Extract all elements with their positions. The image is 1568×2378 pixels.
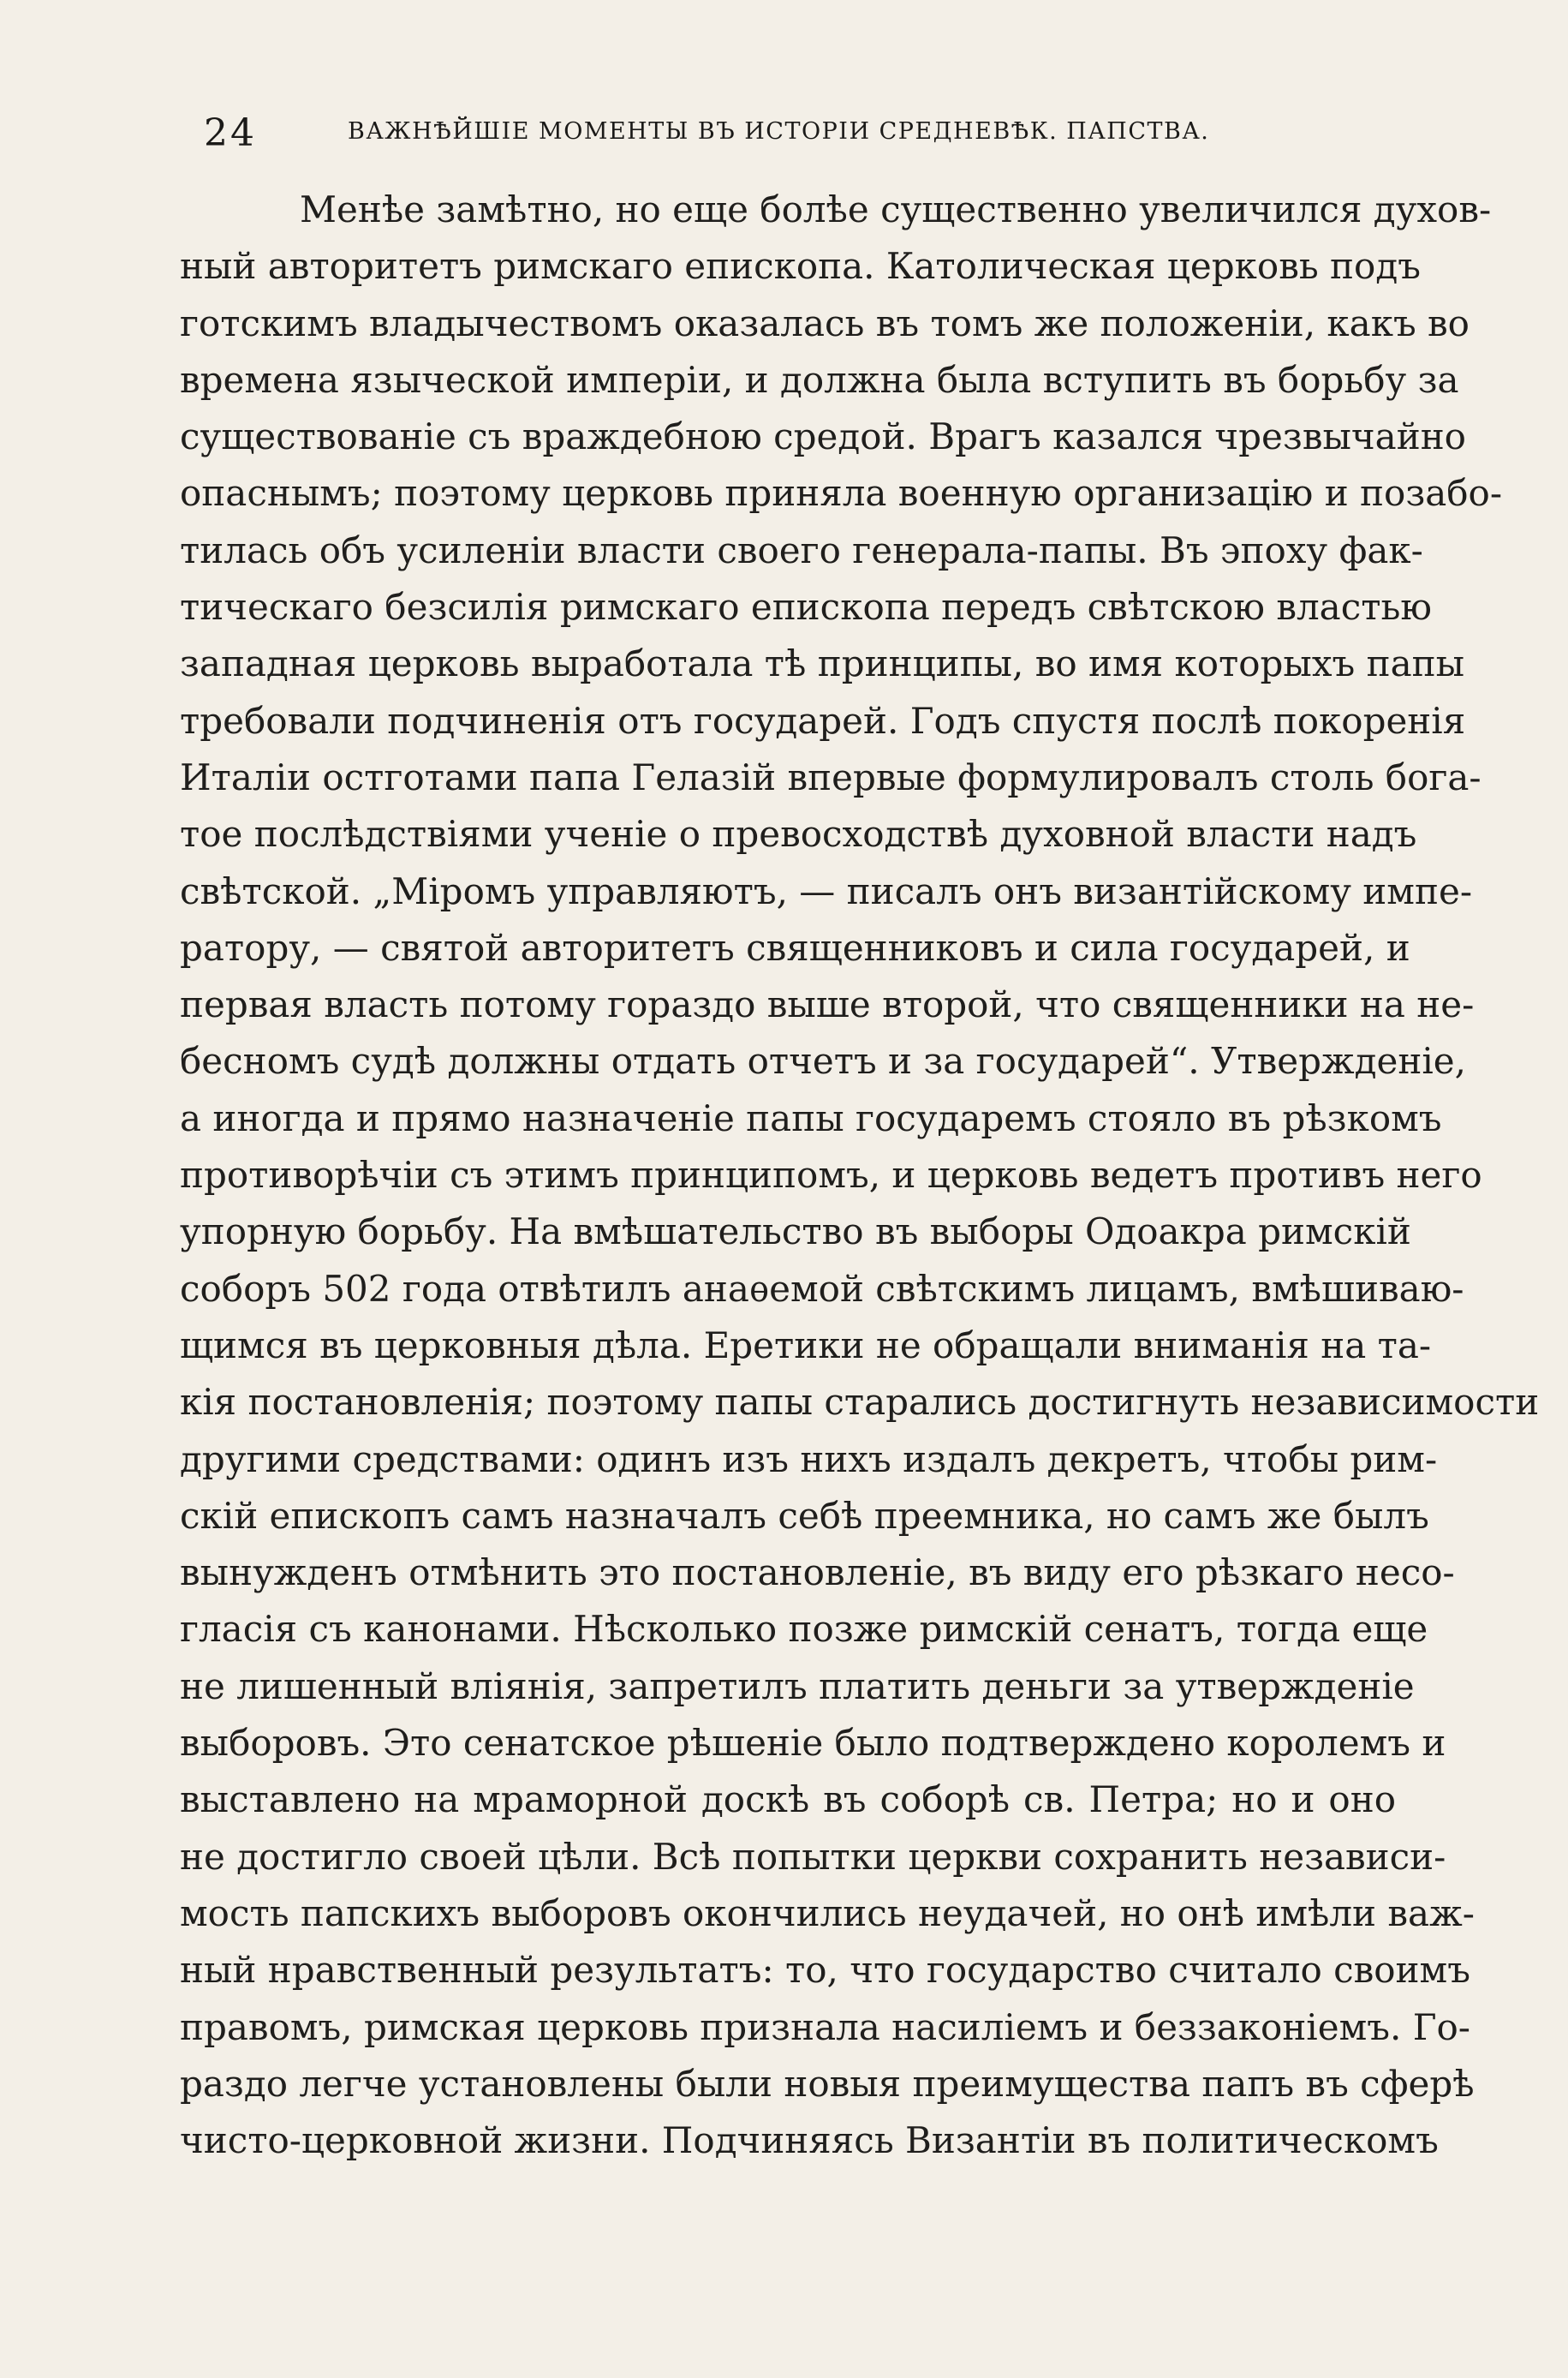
text-line: первая власть потому гораздо выше второй, что священники на не-	[180, 983, 1475, 1026]
text-line: существованіе съ враждебною средой. Врагъ казался чрезвычайно	[180, 415, 1466, 458]
text-line: гласія съ канонами. Нѣсколько позже римскій сенатъ, тогда еще	[180, 1608, 1428, 1651]
text-line: западная церковь выработала тѣ принципы, во имя которыхъ папы	[180, 642, 1465, 685]
running-title: ВАЖНѢЙШІЕ МОМЕНТЫ ВЪ ИСТОРІИ СРЕДНЕВѢК. ПАПСТВА.	[348, 118, 1210, 145]
text-line: щимся въ церковныя дѣла. Еретики не обращали вниманія на та-	[180, 1323, 1432, 1366]
text-line: ратору, — святой авторитетъ священниковъ и сила государей, и	[180, 926, 1410, 969]
text-line: не достигло своей цѣли. Всѣ попытки церкви сохранить независи-	[180, 1835, 1446, 1878]
text-line: кія постановленія; поэтому папы старались достигнуть независимости	[180, 1381, 1540, 1424]
text-line: чисто-церковной жизни. Подчиняясь Византіи въ политическомъ	[180, 2119, 1439, 2162]
text-line: тое послѣдствіями ученіе о превосходствѣ духовной власти надъ	[180, 813, 1417, 856]
text-line: не лишенный вліянія, запретилъ платить деньги за утвержденіе	[180, 1664, 1415, 1707]
text-line: свѣтской. „Міромъ управляютъ, — писалъ онъ византійскому импе-	[180, 869, 1473, 912]
text-line: мость папскихъ выборовъ окончились неудачей, но онѣ имѣли важ-	[180, 1891, 1475, 1934]
page-header	[180, 105, 1293, 164]
text-line: соборъ 502 года отвѣтилъ анаѳемой свѣтскимъ лицамъ, вмѣшиваю-	[180, 1267, 1464, 1310]
text-line: выборовъ. Это сенатское рѣшеніе было подтверждено королемъ и	[180, 1722, 1446, 1765]
text-line: требовали подчиненія отъ государей. Годъ спустя послѣ покоренія	[180, 699, 1466, 742]
text-line: другими средствами: одинъ изъ нихъ издалъ декретъ, чтобы рим-	[180, 1437, 1438, 1480]
text-line: Менѣе замѣтно, но еще болѣе существенно увеличился духов-	[300, 188, 1492, 230]
body-paragraph	[180, 182, 1540, 2169]
text-line: времена языческой имперіи, и должна была вступить въ борьбу за	[180, 358, 1459, 401]
text-line: упорную борьбу. На вмѣшательство въ выборы Одоакра римскій	[180, 1210, 1411, 1253]
text-line: тилась объ усиленіи власти своего генерала-папы. Въ эпоху фак-	[180, 529, 1423, 571]
text-line: противорѣчіи съ этимъ принципомъ, и церковь ведетъ противъ него	[180, 1154, 1482, 1197]
text-line: ный нравственный результатъ: то, что государство считало своимъ	[180, 1949, 1470, 1992]
text-line: выставлено на мраморной доскѣ въ соборѣ св. Петра; но и оно	[180, 1778, 1396, 1821]
text-line: правомъ, римская церковь признала насиліемъ и беззаконіемъ. Го-	[180, 2005, 1470, 2048]
text-line: готскимъ владычествомъ оказалась въ томъ же положеніи, какъ во	[180, 302, 1470, 344]
text-line: а иногда и прямо назначеніе папы государемъ стояло въ рѣзкомъ	[180, 1096, 1442, 1139]
text-line: тическаго безсилія римскаго епископа передъ свѣтскою властью	[180, 586, 1432, 629]
text-line: скій епископъ самъ назначалъ себѣ преемника, но самъ же былъ	[180, 1494, 1429, 1537]
text-line: опаснымъ; поэтому церковь приняла военную организацію и позабо-	[180, 472, 1503, 515]
text-line: бесномъ судѣ должны отдать отчетъ и за государей“. Утвержденіе,	[180, 1040, 1466, 1083]
text-line: Италіи остготами папа Гелазій впервые формулировалъ столь бога-	[180, 756, 1482, 798]
text-line: вынужденъ отмѣнить это постановленіе, въ виду его рѣзкаго несо-	[180, 1551, 1455, 1594]
text-line: раздо легче установлены были новыя преимущества папъ въ сферѣ	[180, 2062, 1475, 2105]
page-number: 24	[204, 111, 257, 155]
text-line: ный авторитетъ римскаго епископа. Католическая церковь подъ	[180, 245, 1421, 288]
